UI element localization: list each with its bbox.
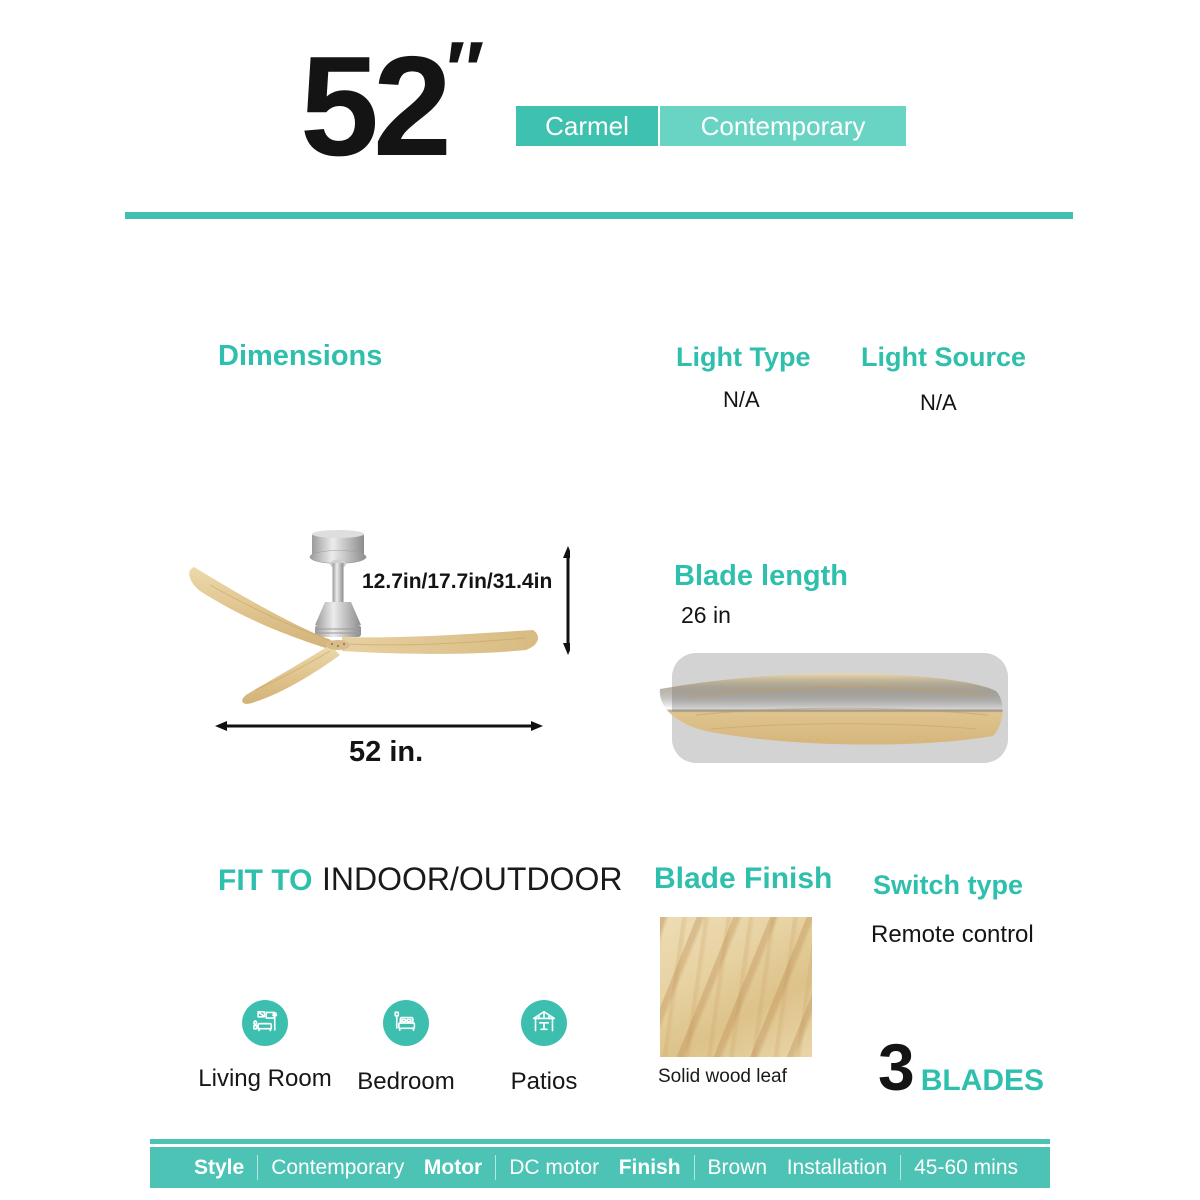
- spec-value: DC motor: [509, 1155, 600, 1179]
- room-bedroom: [331, 1000, 481, 1096]
- room-living-room: [190, 1000, 340, 1093]
- spec-style: [194, 1155, 404, 1180]
- badge-style: Contemporary: [660, 106, 906, 146]
- fit-to-value: INDOOR/OUTDOOR: [322, 861, 623, 897]
- footer-accent-line: [150, 1139, 1050, 1144]
- drop-height-label: 12.7in/17.7in/31.4in: [362, 570, 553, 593]
- spec-divider: [694, 1155, 695, 1180]
- living-room-icon: [242, 1000, 288, 1046]
- spec-finish: [619, 1155, 767, 1180]
- spec-value: Contemporary: [271, 1155, 405, 1179]
- room-patios: [469, 1000, 619, 1096]
- light-source-value: N/A: [920, 390, 957, 415]
- fan-motor: [315, 602, 361, 637]
- width-arrow: [215, 721, 543, 731]
- bedroom-icon: [383, 1000, 429, 1046]
- patio-icon: [521, 1000, 567, 1046]
- fan-canopy: [310, 530, 366, 564]
- blades-word: BLADES: [920, 1064, 1045, 1097]
- fan-size-number: 52: [300, 27, 446, 186]
- spec-divider: [900, 1155, 901, 1180]
- blade-finish-title: Blade Finish: [654, 862, 833, 895]
- spec-label: Motor: [423, 1155, 483, 1179]
- blades-count-group: [878, 1030, 1045, 1104]
- fan-downrod: [333, 563, 344, 605]
- height-arrow: [563, 546, 570, 655]
- fit-to-title: FIT TO: [218, 864, 313, 897]
- blade-finish-caption: Solid wood leaf: [658, 1066, 787, 1087]
- spec-value: 45-60 mins: [914, 1155, 1018, 1179]
- top-divider: [125, 212, 1073, 219]
- room-label: Living Room: [198, 1065, 332, 1092]
- switch-type-value: Remote control: [871, 921, 1034, 948]
- spec-motor: [424, 1155, 599, 1180]
- badge-name: Carmel: [516, 106, 658, 146]
- inch-mark: ″: [446, 25, 485, 114]
- spec-label: Installation: [786, 1155, 888, 1179]
- fan-blade-image: [656, 663, 1008, 755]
- spec-label: Style: [194, 1155, 245, 1179]
- dimensions-title: Dimensions: [218, 340, 383, 372]
- room-label: Patios: [510, 1068, 578, 1095]
- light-source-title: Light Source: [861, 342, 1027, 372]
- blades-count: 3: [878, 1030, 915, 1104]
- wood-finish-swatch: [660, 917, 812, 1057]
- room-label: Bedroom: [357, 1068, 455, 1095]
- light-type-value: N/A: [723, 387, 760, 412]
- spec-label: Finish: [618, 1155, 681, 1179]
- diameter-label: 52 in.: [349, 736, 424, 768]
- blade-length-title: Blade length: [674, 560, 849, 592]
- spec-installation: [787, 1155, 1018, 1180]
- light-type-title: Light Type: [676, 342, 811, 372]
- footer-spec-bar: [150, 1147, 1050, 1188]
- spec-divider: [257, 1155, 258, 1180]
- product-badge: [516, 106, 906, 146]
- spec-divider: [495, 1155, 496, 1180]
- blade-length-value: 26 in: [681, 602, 731, 628]
- switch-type-title: Switch type: [873, 870, 1024, 900]
- spec-value: Brown: [707, 1155, 768, 1179]
